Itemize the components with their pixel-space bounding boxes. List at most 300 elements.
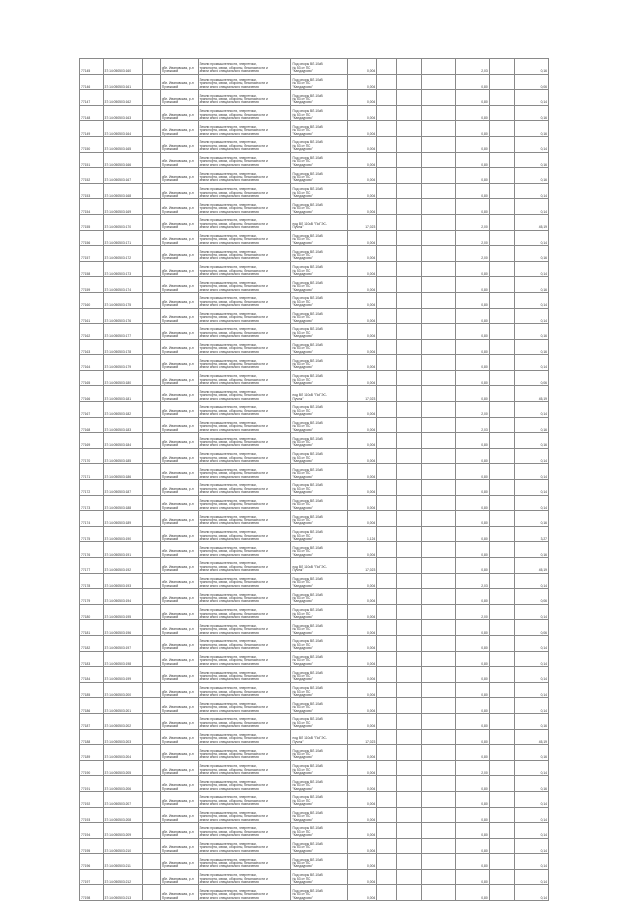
table-row [80,152,549,168]
land-use-cell: Земли промышленности, энергетики, транспорта, связи, обороны, безопасности и земли иного специального назначения [198,292,291,308]
empty-cell [143,667,160,683]
row-number: 77176 [80,542,104,558]
tax-value: 45,19 [515,214,549,230]
empty-cell [143,620,160,636]
empty-cell [396,261,422,277]
empty-cell [422,573,456,589]
tax-value: 0,14 [515,651,549,667]
empty-cell [489,74,515,90]
table-row [80,651,549,667]
area-value: 0,004 [347,713,377,729]
rate-value: 0,80 [455,386,489,402]
empty-cell [143,885,160,901]
empty-cell [396,807,422,823]
address-cell: обл. Ивановская, р-н Пучежский [160,277,198,293]
land-use-cell: Земли промышленности, энергетики, транспорта, связи, обороны, безопасности и земли иного специального назначения [198,370,291,386]
table-row [80,261,549,277]
row-number: 77192 [80,791,104,807]
empty-cell [422,152,456,168]
address-cell: обл. Ивановская, р-н Пучежский [160,511,198,527]
table-row [80,635,549,651]
empty-cell [396,526,422,542]
cadastral-number: 37:14:050503:209 [103,823,143,839]
empty-cell [489,713,515,729]
area-value: 0,004 [347,682,377,698]
address-cell: обл. Ивановская, р-н Пучежский [160,168,198,184]
area-value: 0,004 [347,417,377,433]
empty-cell [377,214,396,230]
table-row [80,214,549,230]
empty-cell [422,604,456,620]
address-cell: обл. Ивановская, р-н Пучежский [160,682,198,698]
empty-cell [143,324,160,340]
table-row [80,620,549,636]
empty-cell [422,386,456,402]
purpose-cell: Под опоры ВЛ-10кВ № 53 от ПС "Кандаурово" [291,713,347,729]
empty-cell [422,745,456,761]
row-number: 77169 [80,433,104,449]
land-use-cell: Земли промышленности, энергетики, транспорта, связи, обороны, безопасности и земли иного специального назначения [198,105,291,121]
tax-value: 0,06 [515,370,549,386]
land-use-cell: Земли промышленности, энергетики, транспорта, связи, обороны, безопасности и земли иного специального назначения [198,526,291,542]
empty-cell [143,74,160,90]
land-use-cell: Земли промышленности, энергетики, транспорта, связи, обороны, безопасности и земли иного специального назначения [198,448,291,464]
area-value: 0,004 [347,635,377,651]
empty-cell [396,573,422,589]
cadastral-number: 37:14:050503:181 [103,386,143,402]
empty-cell [143,168,160,184]
empty-cell [396,386,422,402]
address-cell: обл. Ивановская, р-н Пучежский [160,105,198,121]
table-row [80,105,549,121]
empty-cell [143,370,160,386]
empty-cell [396,542,422,558]
land-use-cell: Земли промышленности, энергетики, транспорта, связи, обороны, безопасности и земли иного специального назначения [198,355,291,371]
empty-cell [143,480,160,496]
empty-cell [489,199,515,215]
empty-cell [143,760,160,776]
tax-value: 0,14 [515,698,549,714]
rate-value: 0,80 [455,261,489,277]
area-value: 0,004 [347,620,377,636]
empty-cell [489,230,515,246]
table-row [80,760,549,776]
empty-cell [377,74,396,90]
tax-value: 0,14 [515,136,549,152]
purpose-cell: Под опоры ВЛ-10кВ № 53 от ПС "Кандаурово" [291,417,347,433]
address-cell: обл. Ивановская, р-н Пучежский [160,59,198,75]
row-number: 77153 [80,183,104,199]
address-cell: обл. Ивановская, р-н Пучежский [160,823,198,839]
row-number: 77191 [80,776,104,792]
empty-cell [377,651,396,667]
empty-cell [377,511,396,527]
tax-value: 0,16 [515,713,549,729]
empty-cell [377,589,396,605]
empty-cell [396,433,422,449]
cadastral-number: 37:14:050503:188 [103,495,143,511]
empty-cell [422,199,456,215]
empty-cell [377,542,396,558]
purpose-cell: Под опоры ВЛ-10кВ № 53 от ПС "Кандаурово" [291,292,347,308]
empty-cell [489,620,515,636]
tax-value: 0,14 [515,183,549,199]
empty-cell [422,838,456,854]
table-row [80,230,549,246]
empty-cell [143,136,160,152]
land-use-cell: Земли промышленности, энергетики, транспорта, связи, обороны, безопасности и земли иного специального назначения [198,230,291,246]
land-use-cell: Земли промышленности, энергетики, транспорта, связи, обороны, безопасности и земли иного специального назначения [198,90,291,106]
land-use-cell: Земли промышленности, энергетики, транспорта, связи, обороны, безопасности и земли иного специального назначения [198,433,291,449]
cadastral-number: 37:14:050503:196 [103,620,143,636]
purpose-cell: Под опоры ВЛ-10кВ № 53 от ПС "Кандаурово" [291,635,347,651]
empty-cell [422,885,456,901]
empty-cell [489,136,515,152]
area-value: 0,004 [347,230,377,246]
address-cell: обл. Ивановская, р-н Пучежский [160,199,198,215]
address-cell: обл. Ивановская, р-н Пучежский [160,495,198,511]
address-cell: обл. Ивановская, р-н Пучежский [160,261,198,277]
empty-cell [396,183,422,199]
empty-cell [489,854,515,870]
land-use-cell: Земли промышленности, энергетики, транспорта, связи, обороны, безопасности и земли иного специального назначения [198,199,291,215]
land-use-cell: Земли промышленности, энергетики, транспорта, связи, обороны, безопасности и земли иного специального назначения [198,698,291,714]
rate-value: 0,80 [455,480,489,496]
empty-cell [422,105,456,121]
row-number: 77155 [80,214,104,230]
address-cell: обл. Ивановская, р-н Пучежский [160,448,198,464]
empty-cell [489,823,515,839]
tax-value: 0,16 [515,246,549,262]
rate-value: 0,80 [455,105,489,121]
row-number: 77188 [80,729,104,745]
table-row [80,324,549,340]
purpose-cell: под ВЛ 110кВ "ПоГЭС- Пучеж" [291,386,347,402]
address-cell: обл. Ивановская, р-н Пучежский [160,838,198,854]
empty-cell [377,246,396,262]
tax-value: 0,16 [515,417,549,433]
cadastral-number: 37:14:050503:164 [103,121,143,137]
tax-value: 0,16 [515,59,549,75]
cadastral-number: 37:14:050503:202 [103,713,143,729]
empty-cell [489,386,515,402]
rate-value: 0,80 [455,838,489,854]
area-value: 0,004 [347,136,377,152]
empty-cell [377,121,396,137]
empty-cell [422,760,456,776]
tax-value: 0,14 [515,355,549,371]
tax-value: 0,14 [515,869,549,885]
rate-value: 0,80 [455,495,489,511]
area-value: 0,004 [347,745,377,761]
row-number: 77194 [80,823,104,839]
cadastral-number: 37:14:050503:166 [103,152,143,168]
empty-cell [489,511,515,527]
purpose-cell: Под опоры ВЛ-10кВ № 53 от ПС "Кандаурово" [291,74,347,90]
empty-cell [396,324,422,340]
area-value: 0,004 [347,183,377,199]
area-value: 0,004 [347,355,377,371]
tax-value: 0,14 [515,402,549,418]
tax-value: 0,14 [515,838,549,854]
rate-value: 0,80 [455,183,489,199]
purpose-cell: Под опоры ВЛ-10кВ № 53 от ПС "Кандаурово" [291,760,347,776]
row-number: 77196 [80,854,104,870]
empty-cell [422,355,456,371]
rate-value: 0,80 [455,511,489,527]
table-row [80,308,549,324]
area-value: 0,004 [347,760,377,776]
cadastral-number: 37:14:050503:207 [103,791,143,807]
purpose-cell: Под опоры ВЛ-10кВ № 53 от ПС "Кандаурово" [291,277,347,293]
cadastral-number: 37:14:050503:211 [103,854,143,870]
empty-cell [143,823,160,839]
empty-cell [377,433,396,449]
cadastral-number: 37:14:050503:178 [103,339,143,355]
table-row [80,807,549,823]
land-use-cell: Земли промышленности, энергетики, транспорта, связи, обороны, безопасности и земли иного специального назначения [198,807,291,823]
empty-cell [377,277,396,293]
address-cell: обл. Ивановская, р-н Пучежский [160,464,198,480]
land-use-cell: Земли промышленности, энергетики, транспорта, связи, обороны, безопасности и земли иного специального назначения [198,183,291,199]
row-number: 77154 [80,199,104,215]
address-cell: обл. Ивановская, р-н Пучежский [160,713,198,729]
row-number: 77183 [80,651,104,667]
land-use-cell: Земли промышленности, энергетики, транспорта, связи, обороны, безопасности и земли иного специального назначения [198,854,291,870]
purpose-cell: Под опоры ВЛ-10кВ № 53 от ПС "Кандаурово" [291,620,347,636]
land-use-cell: Земли промышленности, энергетики, транспорта, связи, обороны, безопасности и земли иного специального назначения [198,838,291,854]
rate-value: 0,80 [455,136,489,152]
land-use-cell: Земли промышленности, энергетики, транспорта, связи, обороны, безопасности и земли иного специального назначения [198,168,291,184]
empty-cell [143,246,160,262]
tax-value: 0,14 [515,604,549,620]
land-use-cell: Земли промышленности, энергетики, транспорта, связи, обороны, безопасности и земли иного специального назначения [198,823,291,839]
rate-value: 0,80 [455,277,489,293]
cadastral-number: 37:14:050503:194 [103,589,143,605]
cadastral-number: 37:14:050503:212 [103,869,143,885]
tax-value: 0,16 [515,542,549,558]
empty-cell [377,339,396,355]
row-number: 77185 [80,682,104,698]
land-use-cell: Земли промышленности, энергетики, транспорта, связи, обороны, безопасности и земли иного специального назначения [198,308,291,324]
address-cell: обл. Ивановская, р-н Пучежский [160,90,198,106]
address-cell: обл. Ивановская, р-н Пучежский [160,558,198,574]
empty-cell [422,464,456,480]
area-value: 0,004 [347,121,377,137]
cadastral-number: 37:14:050503:185 [103,448,143,464]
empty-cell [377,729,396,745]
empty-cell [396,698,422,714]
address-cell: обл. Ивановская, р-н Пучежский [160,667,198,683]
empty-cell [143,604,160,620]
table-row [80,869,549,885]
purpose-cell: Под опоры ВЛ-10кВ № 53 от ПС "Кандаурово" [291,136,347,152]
table-row [80,854,549,870]
empty-cell [377,604,396,620]
empty-cell [143,745,160,761]
table-row [80,199,549,215]
empty-cell [377,448,396,464]
area-value: 0,004 [347,339,377,355]
land-use-cell: Земли промышленности, энергетики, транспорта, связи, обороны, безопасности и земли иного специального назначения [198,573,291,589]
empty-cell [422,324,456,340]
tax-value: 0,14 [515,791,549,807]
empty-cell [143,121,160,137]
land-use-cell: Земли промышленности, энергетики, транспорта, связи, обороны, безопасности и земли иного специального назначения [198,620,291,636]
empty-cell [377,152,396,168]
empty-cell [489,760,515,776]
empty-cell [143,214,160,230]
purpose-cell: Под опоры ВЛ-10кВ № 53 от ПС "Кандаурово" [291,604,347,620]
empty-cell [377,199,396,215]
tax-value: 3,27 [515,526,549,542]
empty-cell [377,402,396,418]
row-number: 77146 [80,74,104,90]
purpose-cell: под ВЛ 110кВ "ПоГЭС- Пучеж" [291,214,347,230]
land-use-cell: Земли промышленности, энергетики, транспорта, связи, обороны, безопасности и земли иного специального назначения [198,869,291,885]
cadastral-number: 37:14:050503:186 [103,464,143,480]
empty-cell [422,729,456,745]
tax-value: 0,14 [515,682,549,698]
rate-value: 0,80 [455,324,489,340]
purpose-cell: Под опоры ВЛ-10кВ № 53 от ПС "Кандаурово" [291,324,347,340]
row-number: 77171 [80,464,104,480]
tax-value: 0,14 [515,464,549,480]
area-value: 0,004 [347,651,377,667]
table-row [80,168,549,184]
cadastral-number: 37:14:050503:198 [103,651,143,667]
empty-cell [422,246,456,262]
cadastral-number: 37:14:050503:192 [103,558,143,574]
empty-cell [422,667,456,683]
empty-cell [396,480,422,496]
area-value: 0,004 [347,90,377,106]
empty-cell [396,90,422,106]
empty-cell [143,869,160,885]
table-row [80,339,549,355]
empty-cell [377,635,396,651]
empty-cell [377,495,396,511]
empty-cell [143,292,160,308]
empty-cell [422,635,456,651]
address-cell: обл. Ивановская, р-н Пучежский [160,402,198,418]
rate-value: 2,03 [455,573,489,589]
area-value: 0,004 [347,74,377,90]
table-row [80,558,549,574]
address-cell: обл. Ивановская, р-н Пучежский [160,776,198,792]
empty-cell [377,480,396,496]
empty-cell [143,729,160,745]
tax-value: 0,14 [515,885,549,901]
cadastral-number: 37:14:050503:176 [103,308,143,324]
area-value: 0,004 [347,542,377,558]
area-value: 17,023 [347,729,377,745]
tax-value: 0,14 [515,854,549,870]
empty-cell [377,698,396,714]
address-cell: обл. Ивановская, р-н Пучежский [160,339,198,355]
row-number: 77151 [80,152,104,168]
empty-cell [489,869,515,885]
tax-value: 0,16 [515,511,549,527]
purpose-cell: Под опоры ВЛ-10кВ № 53 от ПС "Кандаурово" [291,105,347,121]
cadastral-number: 37:14:050503:191 [103,542,143,558]
rate-value: 2,00 [455,230,489,246]
empty-cell [396,823,422,839]
empty-cell [143,199,160,215]
empty-cell [377,230,396,246]
land-use-cell: Земли промышленности, энергетики, транспорта, связи, обороны, безопасности и земли иного специального назначения [198,558,291,574]
land-use-cell: Земли промышленности, энергетики, транспорта, связи, обороны, безопасности и земли иного специального назначения [198,542,291,558]
empty-cell [489,651,515,667]
empty-cell [396,635,422,651]
empty-cell [143,277,160,293]
cadastral-number: 37:14:050503:213 [103,885,143,901]
address-cell: обл. Ивановская, р-н Пучежский [160,308,198,324]
land-use-cell: Земли промышленности, энергетики, транспорта, связи, обороны, безопасности и земли иного специального назначения [198,74,291,90]
empty-cell [489,667,515,683]
tax-value: 0,16 [515,105,549,121]
land-use-cell: Земли промышленности, энергетики, транспорта, связи, обороны, безопасности и земли иного специального назначения [198,277,291,293]
rate-value: 0,80 [455,745,489,761]
tax-value: 0,06 [515,74,549,90]
empty-cell [377,573,396,589]
empty-cell [396,168,422,184]
row-number: 77159 [80,277,104,293]
empty-cell [396,448,422,464]
empty-cell [377,838,396,854]
table-row [80,791,549,807]
area-value: 0,004 [347,667,377,683]
purpose-cell: Под опоры ВЛ-10кВ № 53 от ПС "Кандаурово" [291,246,347,262]
empty-cell [422,277,456,293]
empty-cell [422,558,456,574]
empty-cell [143,402,160,418]
land-use-cell: Земли промышленности, энергетики, транспорта, связи, обороны, безопасности и земли иного специального назначения [198,495,291,511]
row-number: 77179 [80,589,104,605]
empty-cell [489,261,515,277]
tax-value: 0,14 [515,823,549,839]
land-use-cell: Земли промышленности, энергетики, транспорта, связи, обороны, безопасности и земли иного специального назначения [198,480,291,496]
empty-cell [489,370,515,386]
empty-cell [143,713,160,729]
table-row [80,713,549,729]
empty-cell [489,885,515,901]
table-row [80,355,549,371]
empty-cell [396,152,422,168]
empty-cell [422,511,456,527]
empty-cell [377,854,396,870]
address-cell: обл. Ивановская, р-н Пучежский [160,604,198,620]
land-use-cell: Земли промышленности, энергетики, транспорта, связи, обороны, безопасности и земли иного специального назначения [198,511,291,527]
empty-cell [396,105,422,121]
register-sheet [79,58,549,901]
cadastral-number: 37:14:050503:201 [103,698,143,714]
row-number: 77187 [80,713,104,729]
empty-cell [396,729,422,745]
row-number: 77193 [80,807,104,823]
empty-cell [396,854,422,870]
empty-cell [396,121,422,137]
empty-cell [143,854,160,870]
empty-cell [489,246,515,262]
address-cell: обл. Ивановская, р-н Пучежский [160,246,198,262]
row-number: 77170 [80,448,104,464]
land-use-cell: Земли промышленности, энергетики, транспорта, связи, обороны, безопасности и земли иного специального назначения [198,339,291,355]
empty-cell [422,230,456,246]
rate-value: 0,80 [455,869,489,885]
cadastral-number: 37:14:050503:183 [103,417,143,433]
area-value: 0,004 [347,370,377,386]
